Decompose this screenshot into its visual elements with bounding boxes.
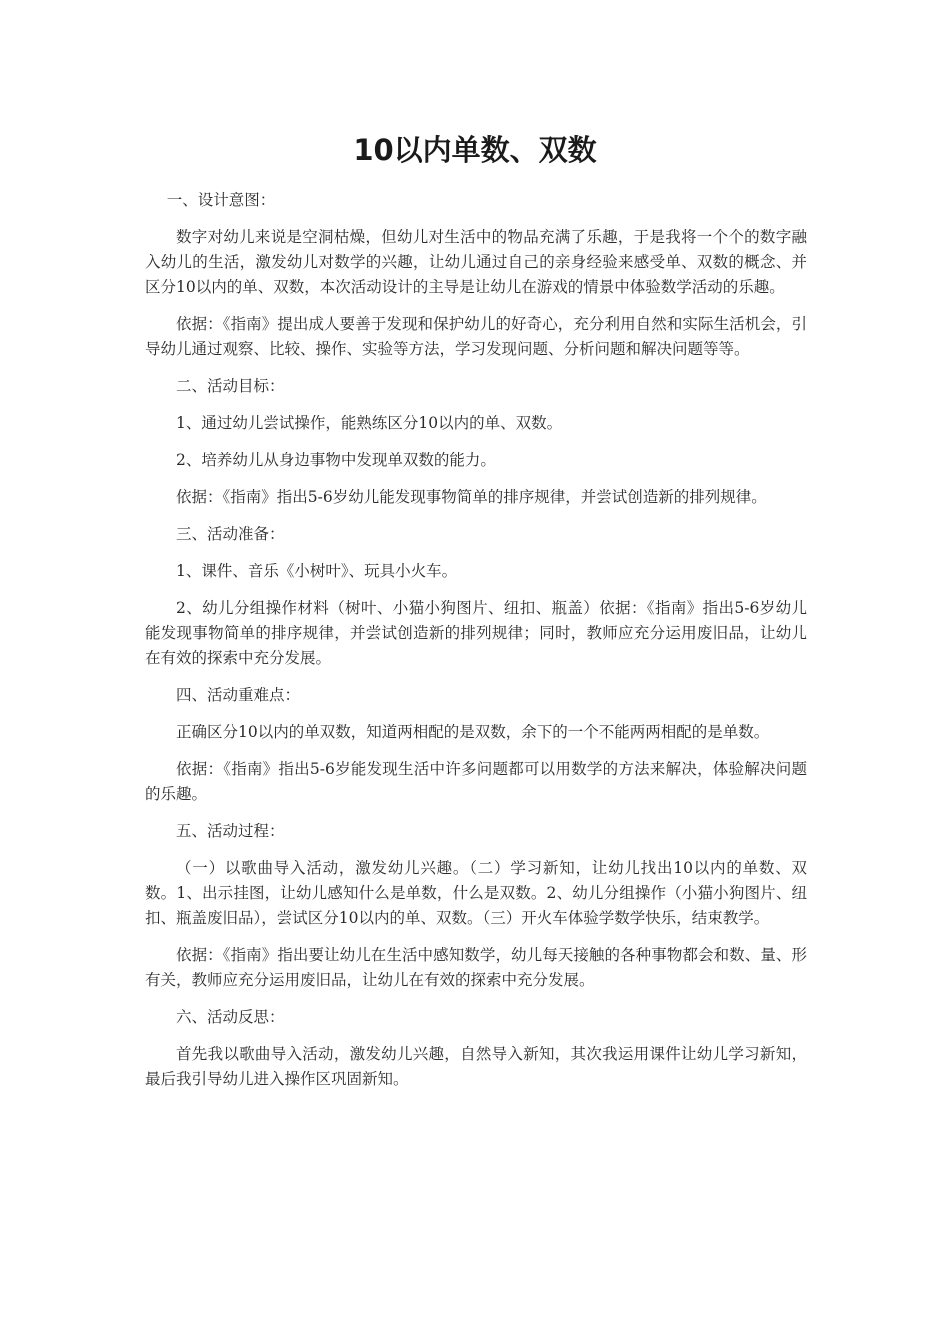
document-body: [145, 188, 807, 1104]
paragraph-preparation-1: 1、课件、音乐《小树叶》、玩具小火车。: [176, 562, 458, 580]
paragraph-goal-2: 2、培养幼儿从身边事物中发现单双数的能力。: [176, 451, 496, 469]
paragraph-goal-1: 1、通过幼儿尝试操作，能熟练区分10以内的单、双数。: [176, 414, 563, 432]
paragraph-key-points: 正确区分10以内的单双数，知道两相配的是双数，余下的一个不能两两相配的是单数。: [176, 723, 770, 741]
section-heading-process: 五、活动过程：: [176, 822, 285, 840]
paragraph-preparation-2: 2、幼儿分组操作材料（树叶、小猫小狗图片、纽扣、瓶盖）依据：《指南》指出5-6岁幼儿能发现事物简单的排序规律，并尝试创造新的排列规律；同时，教师应充分运用废旧品，让幼儿在有效的探索中充分发展。: [145, 599, 807, 667]
paragraph-basis-3: 依据：《指南》指出5-6岁能发现生活中许多问题都可以用数学的方法来解决，体验解决问题的乐趣。: [145, 760, 807, 803]
section-heading-goals: 二、活动目标：: [176, 377, 285, 395]
section-heading-reflection: 六、活动反思：: [176, 1008, 285, 1026]
paragraph-reflection: 首先我以歌曲导入活动，激发幼儿兴趣，自然导入新知，其次我运用课件让幼儿学习新知，最后我引导幼儿进入操作区巩固新知。: [145, 1045, 807, 1088]
paragraph-basis-2: 依据：《指南》指出5-6岁幼儿能发现事物简单的排序规律，并尝试创造新的排列规律。: [176, 488, 767, 506]
paragraph-basis-1: 依据：《指南》提出成人要善于发现和保护幼儿的好奇心，充分利用自然和实际生活机会，引导幼儿通过观察、比较、操作、实验等方法，学习发现问题、分析问题和解决问题等等。: [145, 315, 807, 358]
section-heading-design-intent: 一、设计意图：: [166, 191, 276, 209]
section-heading-key-points: 四、活动重难点：: [176, 686, 301, 704]
section-heading-preparation: 三、活动准备：: [176, 525, 285, 543]
paragraph-design-intent: 数字对幼儿来说是空洞枯燥，但幼儿对生活中的物品充满了乐趣，于是我将一个个的数字融入幼儿的生活，激发幼儿对数学的兴趣，让幼儿通过自己的亲身经验来感受单、双数的概念、并区分10以内的单、双数，本次活动设计的主导是让幼儿在游戏的情景中体验数学活动的乐趣。: [145, 228, 807, 296]
document-title: 10以内单数、双数: [353, 133, 597, 167]
paragraph-process: （一）以歌曲导入活动，激发幼儿兴趣。（二）学习新知，让幼儿找出10以内的单数、双数。1、出示挂图，让幼儿感知什么是单数，什么是双数。2、幼儿分组操作（小猫小狗图片、纽扣、瓶盖废旧品），尝试区分10以内的单、双数。（三）开火车体验学数学快乐，结束教学。: [145, 859, 807, 927]
paragraph-basis-4: 依据：《指南》指出要让幼儿在生活中感知数学，幼儿每天接触的各种事物都会和数、量、形有关，教师应充分运用废旧品，让幼儿在有效的探索中充分发展。: [145, 946, 807, 989]
